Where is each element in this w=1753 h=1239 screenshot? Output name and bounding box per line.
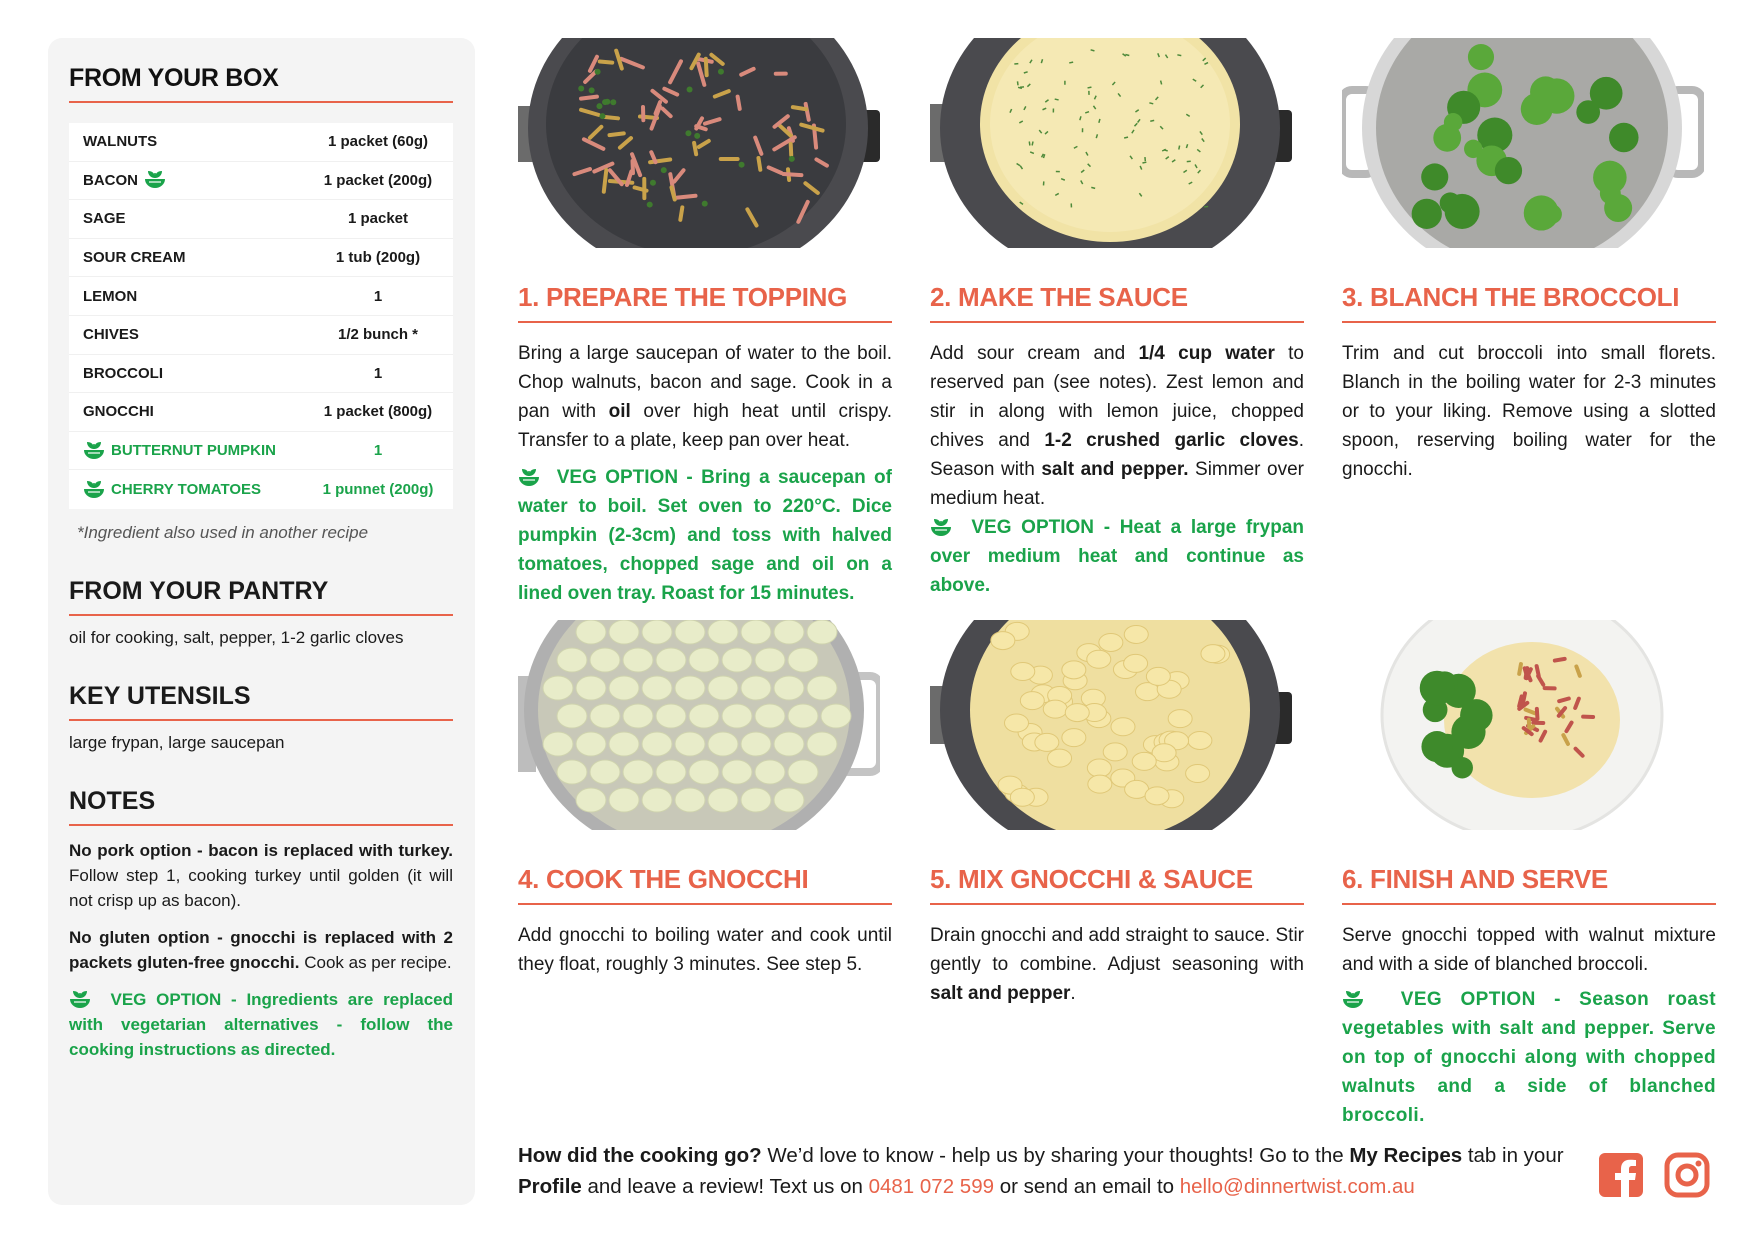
note-no-pork <box>69 838 453 913</box>
gnocchi-piece <box>788 760 818 784</box>
broccoli-floret <box>1445 194 1480 229</box>
step-1-photo <box>518 38 880 248</box>
gnocchi-piece <box>807 732 837 756</box>
sage-bit <box>599 113 605 119</box>
gnocchi-piece <box>557 648 587 672</box>
ingredient-row <box>69 470 453 509</box>
gnocchi-piece <box>689 648 719 672</box>
gnocchi-piece <box>675 732 705 756</box>
step-3-photo <box>1342 38 1704 248</box>
gnocchi-piece <box>557 760 587 784</box>
ingredient-quantity: 1 packet <box>347 210 409 228</box>
ingredient-footnote: *Ingredient also used in another recipe <box>77 522 369 542</box>
step-4 <box>518 620 892 979</box>
gnocchi-piece <box>590 760 620 784</box>
broccoli-floret <box>1609 123 1639 153</box>
sauced-gnocchi <box>1103 743 1127 761</box>
footer-phone-link[interactable]: 0481 072 599 <box>868 1175 994 1198</box>
sauced-gnocchi <box>1099 633 1123 651</box>
footer-text-b: tab in your <box>1462 1144 1564 1167</box>
ingredient-name-text: WALNUTS <box>83 133 158 151</box>
broccoli-floret <box>1495 157 1522 184</box>
step-1-text-a: Bring a large saucepan of water to the boil. Chop walnuts, bacon and sage. Cook in a pan with <box>518 343 892 422</box>
sage-bit <box>602 99 608 105</box>
utensils-heading: KEY UTENSILS <box>69 682 453 721</box>
sauced-gnocchi <box>1065 704 1089 722</box>
sauced-gnocchi <box>1201 645 1225 663</box>
step-6-veg <box>1342 985 1716 1130</box>
gnocchi-piece <box>675 788 705 812</box>
gnocchi-piece <box>722 704 752 728</box>
ingredient-row <box>69 432 453 471</box>
sage-bit <box>578 85 584 91</box>
ingredient-name <box>83 288 317 305</box>
gnocchi-piece <box>609 676 639 700</box>
leaf-bowl-icon <box>518 467 540 488</box>
step-4-text: Add gnocchi to boiling water and cook until they float, roughly 3 minutes. See step 5. <box>518 925 892 975</box>
step-6-photo <box>1342 620 1704 830</box>
step-3 <box>1342 38 1716 484</box>
bacon-bit <box>774 72 788 76</box>
sauced-gnocchi <box>1062 729 1086 747</box>
sage-bit <box>595 69 601 75</box>
step-2-veg <box>930 513 1304 600</box>
broccoli-floret <box>1530 76 1561 107</box>
gnocchi-piece <box>656 760 686 784</box>
gnocchi-piece <box>609 732 639 756</box>
step-5-text-b: . <box>1070 983 1076 1004</box>
step-5 <box>930 620 1304 1008</box>
ingredient-quantity: 1 packet (800g) <box>323 403 433 421</box>
sauced-gnocchi <box>1087 759 1111 777</box>
review-footer <box>518 1140 1578 1202</box>
plate-broccoli <box>1452 757 1473 778</box>
step-3-title: 3. BLANCH THE BROCCOLI <box>1342 282 1716 323</box>
gnocchi-piece <box>741 732 771 756</box>
ingredient-quantity: 1 <box>373 364 383 382</box>
pantry-text: oil for cooking, salt, pepper, 1-2 garlic cloves <box>69 627 404 647</box>
gnocchi-piece <box>557 704 587 728</box>
step-2-text <box>930 339 1304 513</box>
sauced-gnocchi <box>1124 625 1148 643</box>
sauced-gnocchi <box>1146 667 1170 685</box>
ingredient-name-text: SOUR CREAM <box>83 249 186 267</box>
gnocchi-piece <box>741 788 771 812</box>
gnocchi-piece <box>774 676 804 700</box>
ingredient-name <box>83 403 317 420</box>
leaf-bowl-icon <box>1342 989 1364 1010</box>
gnocchi-piece <box>609 620 639 644</box>
broccoli-floret <box>1600 183 1621 204</box>
utensils-text: large frypan, large saucepan <box>69 732 285 752</box>
step-4-photo <box>518 620 880 830</box>
gnocchi-piece <box>774 620 804 644</box>
step-5-bold-salt: salt and pepper <box>930 983 1071 1004</box>
step-6 <box>1342 620 1716 1130</box>
sauced-gnocchi <box>1088 775 1112 793</box>
gnocchi-piece <box>656 704 686 728</box>
bacon-bit <box>719 157 740 161</box>
ingredient-name-text: LEMON <box>83 287 138 305</box>
broccoli-floret <box>1421 163 1448 190</box>
gnocchi-piece <box>576 676 606 700</box>
plate-broccoli <box>1460 699 1493 732</box>
ingredient-row <box>69 239 453 278</box>
ingredient-row <box>69 200 453 239</box>
gnocchi-piece <box>774 732 804 756</box>
gnocchi-piece <box>576 732 606 756</box>
sauced-gnocchi <box>1048 749 1072 767</box>
gnocchi-piece <box>689 704 719 728</box>
step-2-bold-salt: salt and pepper. <box>1041 459 1189 480</box>
ingredient-name <box>83 326 317 343</box>
gnocchi-piece <box>722 648 752 672</box>
sage-bit <box>789 156 795 162</box>
sage-bit <box>661 167 667 173</box>
note-veg-option <box>69 987 453 1062</box>
step-6-text: Serve gnocchi topped with walnut mixture and with a side of blanched broccoli. <box>1342 925 1716 975</box>
ingredient-table <box>69 123 453 509</box>
ingredient-name-text: SAGE <box>83 210 126 228</box>
gnocchi-piece <box>708 620 738 644</box>
gnocchi-piece <box>642 676 672 700</box>
gnocchi-piece <box>755 760 785 784</box>
gnocchi-piece <box>741 676 771 700</box>
chive-fleck <box>1053 108 1055 112</box>
chive-fleck <box>1056 171 1060 173</box>
sauced-gnocchi <box>1111 718 1135 736</box>
step-3-text: Trim and cut broccoli into small florets. Blanch in the boiling water for 2-3 minutes or to your liking. Remove using a slotted spoon, reserving boiling water for the gnocchi. <box>1342 343 1716 480</box>
gnocchi-piece <box>708 676 738 700</box>
sage-bit <box>610 99 616 105</box>
step-2-photo <box>930 38 1292 248</box>
sauced-gnocchi <box>1145 787 1169 805</box>
ingredient-quantity: 1 packet (60g) <box>327 133 429 151</box>
gnocchi-piece <box>623 704 653 728</box>
ingredient-quantity: 1 punnet (200g) <box>322 481 434 499</box>
step-2-text-a: Add sour cream and <box>930 343 1139 364</box>
step-4-title: 4. COOK THE GNOCCHI <box>518 864 892 905</box>
ingredient-row <box>69 355 453 394</box>
ingredient-name-text: BACON <box>83 171 138 189</box>
broccoli-floret <box>1468 44 1494 70</box>
sauced-gnocchi <box>1188 731 1212 749</box>
note-no-gluten <box>69 925 453 975</box>
sauced-gnocchi <box>1132 752 1156 770</box>
ingredient-name <box>83 170 317 190</box>
gnocchi-piece <box>722 760 752 784</box>
sage-bit <box>687 86 693 92</box>
gnocchi-piece <box>821 704 851 728</box>
gnocchi-piece <box>543 676 573 700</box>
ingredient-quantity: 1/2 bunch * <box>337 326 419 344</box>
plate-broccoli <box>1420 671 1455 706</box>
sauced-gnocchi <box>1168 710 1192 728</box>
sauced-gnocchi <box>1062 661 1086 679</box>
ingredient-row <box>69 123 453 162</box>
gnocchi-piece <box>623 760 653 784</box>
ingredient-row <box>69 277 453 316</box>
from-your-box-heading: FROM YOUR BOX <box>69 64 453 103</box>
sauced-gnocchi <box>991 632 1015 650</box>
sauced-gnocchi <box>1010 788 1034 806</box>
step-2-bold-garlic: 1-2 crushed garlic cloves <box>1044 430 1299 451</box>
sage-bit <box>647 202 653 208</box>
step-2-text-d: Simmer over medium heat. <box>930 459 1304 509</box>
step-5-title: 5. MIX GNOCCHI & SAUCE <box>930 864 1304 905</box>
step-2-text-b: to reserved pan (see notes). Zest lemon and stir in along with lemon juice, chopped chives and <box>930 343 1304 451</box>
step-1-bold-oil: oil <box>608 401 631 422</box>
gnocchi-piece <box>689 760 719 784</box>
leaf-bowl-icon <box>69 990 91 1009</box>
step-1-text-b: over high heat until crispy. Transfer to a plate, keep pan over heat. <box>518 401 892 451</box>
ingredient-quantity: 1 tub (200g) <box>335 249 421 267</box>
gnocchi-piece <box>623 648 653 672</box>
ingredient-quantity: 1 <box>373 442 383 460</box>
sage-bit <box>702 201 708 207</box>
chive-fleck <box>1043 181 1045 185</box>
step-1 <box>518 38 892 608</box>
broccoli-floret <box>1590 77 1623 110</box>
gnocchi-piece <box>788 648 818 672</box>
broccoli-floret <box>1412 199 1442 229</box>
ingredient-quantity: 1 <box>373 287 383 305</box>
ingredient-name-text: BROCCOLI <box>83 364 163 382</box>
gnocchi-piece <box>774 788 804 812</box>
chive-fleck <box>1082 128 1084 132</box>
step-5-text <box>930 921 1304 1008</box>
gnocchi-piece <box>788 704 818 728</box>
footer-question: How did the cooking go? <box>518 1144 762 1167</box>
chive-fleck <box>1064 81 1066 85</box>
gnocchi-piece <box>642 732 672 756</box>
footer-text-d: or send an email to <box>994 1175 1180 1198</box>
ingredient-row <box>69 393 453 432</box>
gnocchi-piece <box>807 676 837 700</box>
broccoli-floret <box>1543 205 1562 224</box>
note-veg-text: VEG OPTION - Ingredients are replaced with vegetarian alternatives - follow the cooking instructions as directed. <box>69 989 453 1059</box>
instagram-icon[interactable] <box>1664 1152 1710 1198</box>
note-no-pork-text: Follow step 1, cooking turkey until golden (it will not crisp up as bacon). <box>69 865 453 910</box>
gnocchi-piece <box>642 620 672 644</box>
sage-bit <box>589 87 595 93</box>
gnocchi-piece <box>590 648 620 672</box>
sauced-gnocchi <box>1124 654 1148 672</box>
sauced-gnocchi <box>1011 663 1035 681</box>
sage-bit <box>685 130 691 136</box>
step-1-veg <box>518 463 892 608</box>
ingredient-name-text: GNOCCHI <box>83 403 154 421</box>
gnocchi-piece <box>609 788 639 812</box>
plate-topping <box>1543 686 1557 690</box>
step-5-photo <box>930 620 1292 830</box>
ingredient-name <box>83 133 317 150</box>
gnocchi-piece <box>741 620 771 644</box>
gnocchi-piece <box>543 732 573 756</box>
chive-fleck <box>1088 91 1090 95</box>
ingredient-name-text: CHERRY TOMATOES <box>111 481 262 499</box>
step-1-title: 1. PREPARE THE TOPPING <box>518 282 892 323</box>
sage-bit <box>718 69 724 75</box>
step-2-bold-water: 1/4 cup water <box>1138 343 1275 364</box>
leaf-bowl-icon <box>83 480 105 500</box>
step-2-title: 2. MAKE THE SAUCE <box>930 282 1304 323</box>
gnocchi-piece <box>656 648 686 672</box>
note-no-gluten-bold: No gluten option - gnocchi is replaced with 2 packets gluten-free gnocchi. <box>69 927 453 972</box>
footer-email-link[interactable]: hello@dinnertwist.com.au <box>1179 1175 1415 1198</box>
ingredient-name <box>83 210 317 227</box>
sauced-gnocchi <box>1087 650 1111 668</box>
gnocchi-piece <box>576 620 606 644</box>
pantry-heading: FROM YOUR PANTRY <box>69 577 453 616</box>
sage-bit <box>650 180 656 186</box>
step-2 <box>930 38 1304 600</box>
gnocchi-piece <box>675 676 705 700</box>
chive-fleck <box>1070 203 1072 207</box>
gnocchi-piece <box>755 704 785 728</box>
leaf-bowl-icon <box>83 441 105 461</box>
step-5-text-a: Drain gnocchi and add straight to sauce. Stir gently to combine. Adjust seasoning with <box>930 925 1304 975</box>
sauced-gnocchi <box>1043 700 1067 718</box>
sauced-gnocchi <box>1035 733 1059 751</box>
footer-text-a: We’d love to know - help us by sharing your thoughts! Go to the <box>761 1144 1350 1167</box>
ingredient-name <box>83 365 317 382</box>
sage-bit <box>596 103 602 109</box>
bacon-bit <box>789 142 794 157</box>
sauced-gnocchi <box>1020 692 1044 710</box>
gnocchi-piece <box>708 788 738 812</box>
sauced-gnocchi <box>1004 714 1028 732</box>
leaf-bowl-icon <box>144 170 166 190</box>
plate-broccoli <box>1421 731 1452 762</box>
gnocchi-piece <box>708 732 738 756</box>
gnocchi-piece <box>807 620 837 644</box>
ingredient-quantity: 1 packet (200g) <box>323 171 433 189</box>
ingredient-row <box>69 162 453 201</box>
step-1-veg-text: VEG OPTION - Bring a saucepan of water to boil. Set oven to 220°C. Dice pumpkin (2-3cm) and toss with halved tomatoes, chopped sage and oil on a lined oven tray. Roast for 15 minutes. <box>518 467 892 604</box>
gnocchi-piece <box>642 788 672 812</box>
sidebar-panel <box>48 38 475 1205</box>
facebook-icon[interactable] <box>1598 1152 1644 1198</box>
footer-my-recipes: My Recipes <box>1349 1144 1463 1167</box>
note-no-gluten-text: Cook as per recipe. <box>299 952 452 972</box>
sage-bit <box>739 162 745 168</box>
footer-text-c: and leave a review! Text us on <box>581 1175 869 1198</box>
ingredient-name <box>83 441 317 461</box>
gnocchi-piece <box>755 648 785 672</box>
broccoli-floret <box>1444 113 1462 131</box>
gnocchi-piece <box>590 704 620 728</box>
step-1-text <box>518 339 892 455</box>
ingredient-name-text: CHIVES <box>83 326 139 344</box>
sage-bit <box>694 133 700 139</box>
step-2-veg-text: VEG OPTION - Heat a large frypan over medium heat and continue as above. <box>930 517 1304 596</box>
leaf-bowl-icon <box>930 517 952 538</box>
ingredient-name <box>83 249 317 266</box>
note-no-pork-bold: No pork option - bacon is replaced with turkey. <box>69 840 453 860</box>
ingredient-row <box>69 316 453 355</box>
footer-profile: Profile <box>518 1175 582 1198</box>
ingredient-name <box>83 480 317 500</box>
gnocchi-piece <box>576 788 606 812</box>
broccoli-floret <box>1464 140 1482 158</box>
gnocchi-piece <box>675 620 705 644</box>
bacon-bit <box>641 105 645 122</box>
step-6-veg-text: VEG OPTION - Season roast vegetables with salt and pepper. Serve on top of gnocchi along with chopped walnuts and a side of blanched broccoli. <box>1342 989 1717 1126</box>
chive-fleck <box>1187 161 1191 163</box>
plate-topping <box>1581 715 1595 719</box>
notes-heading: NOTES <box>69 787 453 826</box>
step-2-text-c: . Season with <box>930 430 1304 480</box>
ingredient-name-text: BUTTERNUT PUMPKIN <box>111 442 276 460</box>
step-6-title: 6. FINISH AND SERVE <box>1342 864 1716 905</box>
sauced-gnocchi <box>1186 765 1210 783</box>
